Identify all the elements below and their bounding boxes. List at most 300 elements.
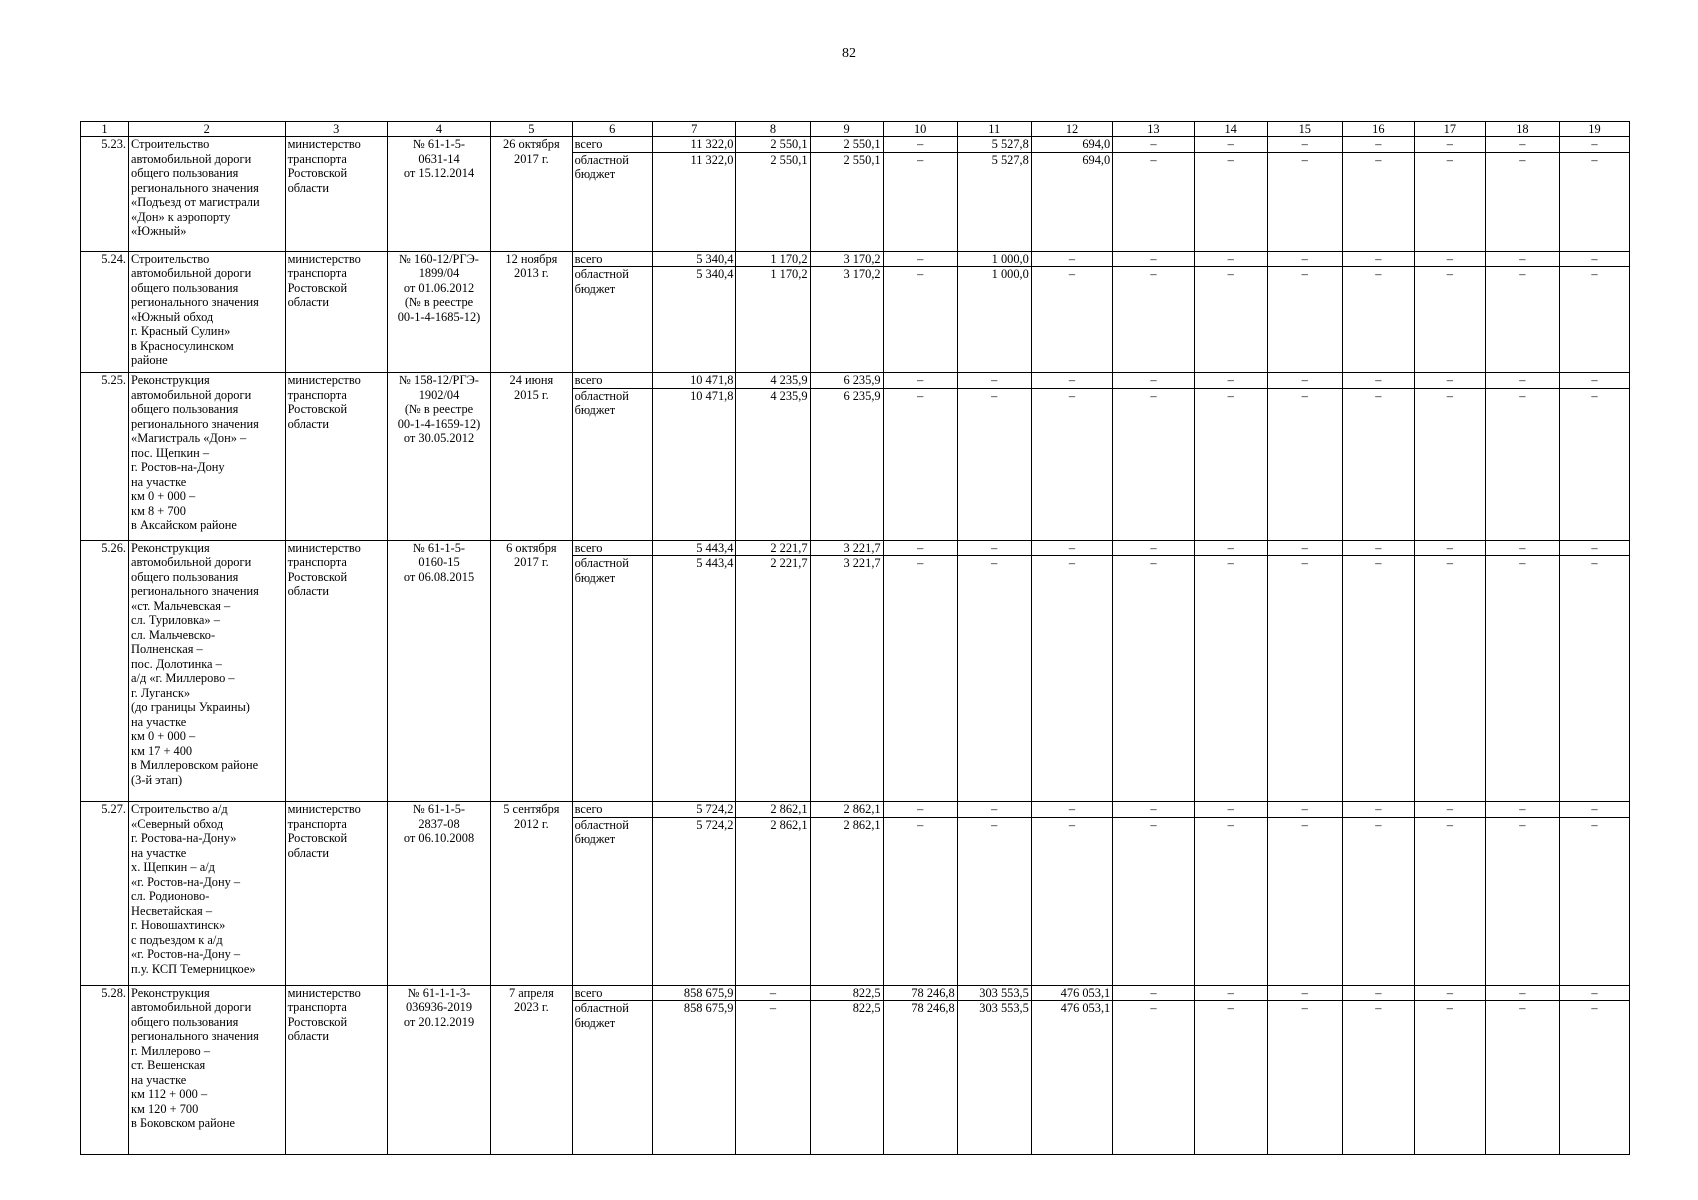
column-number-16: 16 (1342, 122, 1414, 137)
row-number: 5.23. (81, 137, 129, 252)
total-value-col-16: – (1342, 373, 1414, 389)
column-number-19: 19 (1559, 122, 1629, 137)
text-line: 12 ноября (505, 251, 558, 266)
budget-value-col-17: – (1414, 388, 1485, 540)
column-number-1: 1 (81, 122, 129, 137)
column-number-row (81, 122, 1630, 137)
text-line: Ростовской (287, 280, 348, 295)
budget-value-col-19: – (1559, 556, 1629, 802)
total-value-col-19: – (1559, 802, 1629, 818)
total-value-col-15: – (1267, 251, 1342, 267)
text-line: министерство (287, 802, 361, 816)
column-number-2: 2 (129, 122, 286, 137)
budget-value-col-12: 476 053,1 (1031, 1001, 1112, 1155)
budget-value-col-16: – (1342, 388, 1414, 540)
text-line: Реконструкция (131, 540, 210, 555)
total-value-col-11: – (957, 373, 1031, 389)
budget-value-col-11: 303 553,5 (957, 1001, 1031, 1155)
customer (285, 540, 387, 802)
budget-value-col-8: 4 235,9 (736, 388, 810, 540)
budget-value-col-10: – (883, 267, 957, 373)
total-value-col-7: 5 724,2 (652, 802, 736, 818)
text-line: от 20.12.2019 (403, 1014, 475, 1029)
total-value-col-17: – (1414, 985, 1485, 1001)
text-line: Реконструкция (131, 985, 210, 1000)
expertise-conclusion (387, 802, 490, 986)
column-number-18: 18 (1485, 122, 1559, 137)
text-line: транспорта (287, 816, 347, 831)
total-value-col-11: 1 000,0 (957, 251, 1031, 267)
budget-value-col-9: 822,5 (810, 1001, 883, 1155)
text-line: регионального значения (131, 295, 259, 309)
source-budget-label (572, 388, 652, 540)
text-line: транспорта (287, 555, 347, 569)
table-row-total (81, 373, 1630, 389)
text-line: в Аксайском районе (131, 518, 237, 532)
text-line: 2837-08 (418, 816, 460, 831)
text-line: регионального значения (131, 584, 259, 598)
budget-value-col-16: – (1342, 152, 1414, 251)
text-line: автомобильной дороги (131, 387, 252, 402)
budget-value-col-7: 5 443,4 (652, 556, 736, 802)
object-name (129, 137, 286, 252)
total-value-col-19: – (1559, 540, 1629, 556)
budget-value-col-19: – (1559, 817, 1629, 985)
budget-value-col-17: – (1414, 817, 1485, 985)
text-line: «Северный обход (131, 816, 224, 831)
text-line: от 06.10.2008 (403, 831, 475, 845)
total-value-col-13: – (1113, 373, 1194, 389)
text-line: Ростовской (287, 166, 348, 180)
text-line: 2017 г. (514, 555, 549, 569)
column-number-15: 15 (1267, 122, 1342, 137)
column-number-10: 10 (883, 122, 957, 137)
budget-value-col-12: – (1031, 556, 1112, 802)
source-budget-label (572, 1001, 652, 1155)
completion-date (491, 802, 572, 986)
total-value-col-7: 11 322,0 (652, 137, 736, 153)
budget-value-col-18: – (1485, 267, 1559, 373)
total-value-col-16: – (1342, 985, 1414, 1001)
text-line: (№ в реестре (404, 402, 474, 416)
text-line: сл. Туриловка» – (131, 613, 220, 627)
text-line: от 01.06.2012 (403, 280, 475, 295)
text-line: г. Ростова-на-Дону» (131, 831, 237, 845)
budget-value-col-16: – (1342, 267, 1414, 373)
budget-value-col-17: – (1414, 152, 1485, 251)
total-value-col-14: – (1194, 540, 1267, 556)
budget-value-col-8: 2 862,1 (736, 817, 810, 985)
budget-value-col-17: – (1414, 267, 1485, 373)
text-line: министерство (287, 373, 361, 387)
total-value-col-13: – (1113, 251, 1194, 267)
total-value-col-12: – (1031, 373, 1112, 389)
completion-date (491, 251, 572, 373)
table-row-total (81, 137, 1630, 153)
text-line: х. Щепкин – а/д (131, 860, 215, 874)
text-line: 5 сентября (503, 802, 560, 816)
expertise-conclusion (387, 251, 490, 373)
completion-date (491, 540, 572, 802)
text-line: областной (574, 152, 629, 167)
budget-value-col-7: 11 322,0 (652, 152, 736, 251)
text-line: регионального значения (131, 180, 259, 195)
budget-value-col-8: 2 221,7 (736, 556, 810, 802)
budget-value-col-13: – (1113, 267, 1194, 373)
text-line: министерство (287, 985, 361, 1000)
text-line: 0160-15 (418, 555, 460, 569)
text-line: областной (574, 267, 629, 281)
budget-value-col-13: – (1113, 556, 1194, 802)
budget-value-col-12: – (1031, 267, 1112, 373)
total-value-col-8: – (736, 985, 810, 1001)
text-line: транспорта (287, 266, 347, 280)
text-line: 1902/04 (418, 387, 460, 402)
text-line: сл. Родионово- (131, 889, 210, 903)
total-value-col-18: – (1485, 251, 1559, 267)
row-number: 5.26. (81, 540, 129, 802)
total-value-col-18: – (1485, 802, 1559, 818)
total-value-col-17: – (1414, 373, 1485, 389)
row-number: 5.24. (81, 251, 129, 373)
budget-value-col-9: 6 235,9 (810, 388, 883, 540)
customer (285, 985, 387, 1155)
object-name (129, 985, 286, 1155)
total-value-col-17: – (1414, 802, 1485, 818)
total-value-col-18: – (1485, 540, 1559, 556)
total-value-col-12: – (1031, 540, 1112, 556)
text-line: областной (574, 817, 629, 832)
customer (285, 251, 387, 373)
text-line: сл. Мальчевско- (131, 627, 216, 642)
text-line: от 30.05.2012 (403, 431, 475, 445)
text-line: районе (131, 353, 168, 367)
text-line: 00-1-4-1659-12) (397, 416, 481, 431)
row-number: 5.28. (81, 985, 129, 1155)
text-line: км 0 + 000 – (131, 489, 196, 503)
customer (285, 373, 387, 541)
total-value-col-14: – (1194, 373, 1267, 389)
source-total-label: всего (572, 540, 652, 556)
text-line: Строительство (131, 137, 210, 151)
budget-value-col-7: 858 675,9 (652, 1001, 736, 1155)
column-number-8: 8 (736, 122, 810, 137)
text-line: бюджет (574, 1015, 616, 1030)
text-line: транспорта (287, 151, 347, 166)
total-value-col-7: 10 471,8 (652, 373, 736, 389)
total-value-col-16: – (1342, 540, 1414, 556)
source-budget-label (572, 152, 652, 251)
text-line: № 160-12/РГЭ- (399, 251, 479, 266)
text-line: Несветайская – (131, 903, 213, 918)
budget-value-col-11: – (957, 556, 1031, 802)
table-row-total (81, 540, 1630, 556)
text-line: 2013 г. (514, 266, 549, 280)
text-line: № 61-1-5- (412, 540, 466, 555)
table-row-total (81, 985, 1630, 1001)
total-value-col-16: – (1342, 802, 1414, 818)
column-number-7: 7 (652, 122, 736, 137)
total-value-col-10: – (883, 802, 957, 818)
text-line: км 0 + 000 – (131, 729, 196, 743)
expertise-conclusion (387, 373, 490, 541)
budget-value-col-13: – (1113, 817, 1194, 985)
budget-value-col-18: – (1485, 1001, 1559, 1155)
budget-value-col-9: 3 170,2 (810, 267, 883, 373)
text-line: (3-й этап) (131, 772, 183, 787)
total-value-col-12: – (1031, 251, 1112, 267)
source-budget-label (572, 556, 652, 802)
customer (285, 802, 387, 986)
text-line: (№ в реестре (404, 295, 474, 309)
total-value-col-14: – (1194, 137, 1267, 153)
text-line: 2012 г. (514, 816, 549, 831)
text-line: Ростовской (287, 402, 348, 416)
source-budget-label (572, 267, 652, 373)
budget-value-col-13: – (1113, 388, 1194, 540)
total-value-col-8: 1 170,2 (736, 251, 810, 267)
budget-value-col-8: 1 170,2 (736, 267, 810, 373)
text-line: общего пользования (131, 166, 239, 180)
budget-value-col-18: – (1485, 817, 1559, 985)
total-value-col-18: – (1485, 137, 1559, 153)
text-line: 24 июня (509, 373, 554, 387)
budget-value-col-15: – (1267, 1001, 1342, 1155)
budget-value-col-19: – (1559, 1001, 1629, 1155)
budget-value-col-15: – (1267, 556, 1342, 802)
text-line: 2017 г. (514, 151, 549, 166)
column-number-5: 5 (491, 122, 572, 137)
text-line: от 06.08.2015 (403, 569, 475, 584)
total-value-col-19: – (1559, 373, 1629, 389)
text-line: общего пользования (131, 1014, 239, 1029)
text-line: от 15.12.2014 (403, 166, 475, 180)
text-line: бюджет (574, 570, 616, 585)
text-line: Реконструкция (131, 373, 210, 387)
budget-value-col-19: – (1559, 152, 1629, 251)
total-value-col-17: – (1414, 540, 1485, 556)
text-line: «Дон» к аэропорту (131, 209, 231, 224)
budget-value-col-11: 1 000,0 (957, 267, 1031, 373)
text-line: на участке (131, 1072, 187, 1087)
total-value-col-11: – (957, 540, 1031, 556)
column-number-12: 12 (1031, 122, 1112, 137)
text-line: п.у. КСП Темерницкое» (131, 961, 256, 976)
text-line: 26 октября (503, 137, 560, 151)
total-value-col-10: – (883, 540, 957, 556)
budget-value-col-11: – (957, 817, 1031, 985)
row-number: 5.27. (81, 802, 129, 986)
budget-value-col-9: 2 862,1 (810, 817, 883, 985)
text-line: регионального значения (131, 1029, 259, 1043)
object-name (129, 373, 286, 541)
budget-value-col-13: – (1113, 1001, 1194, 1155)
row-number: 5.25. (81, 373, 129, 541)
text-line: «г. Ростов-на-Дону – (131, 947, 241, 961)
total-value-col-18: – (1485, 373, 1559, 389)
total-value-col-15: – (1267, 540, 1342, 556)
source-total-label: всего (572, 137, 652, 153)
budget-value-col-12: – (1031, 388, 1112, 540)
total-value-col-13: – (1113, 137, 1194, 153)
customer (285, 137, 387, 252)
total-value-col-11: 5 527,8 (957, 137, 1031, 153)
budget-value-col-10: – (883, 388, 957, 540)
text-line: в Миллеровском районе (131, 758, 259, 772)
total-value-col-8: 2 550,1 (736, 137, 810, 153)
text-line: № 61-1-5- (412, 802, 466, 816)
text-line: общего пользования (131, 280, 239, 295)
total-value-col-14: – (1194, 251, 1267, 267)
budget-value-col-8: 2 550,1 (736, 152, 810, 251)
budget-value-col-15: – (1267, 388, 1342, 540)
text-line: 7 апреля (508, 985, 554, 1000)
budget-value-col-9: 3 221,7 (810, 556, 883, 802)
total-value-col-7: 858 675,9 (652, 985, 736, 1001)
text-line: министерство (287, 137, 361, 151)
budget-value-col-10: – (883, 152, 957, 251)
text-line: общего пользования (131, 402, 239, 416)
expertise-conclusion (387, 137, 490, 252)
budget-value-col-8: – (736, 1001, 810, 1155)
budget-value-col-18: – (1485, 388, 1559, 540)
total-value-col-10: – (883, 251, 957, 267)
source-budget-label (572, 817, 652, 985)
text-line: на участке (131, 714, 187, 729)
text-line: «Магистраль «Дон» – (131, 431, 247, 445)
text-line: бюджет (574, 403, 616, 417)
text-line: Полненская – (131, 642, 203, 656)
text-line: бюджет (574, 832, 616, 846)
text-line: «ст. Мальчевская – (131, 598, 231, 613)
total-value-col-14: – (1194, 985, 1267, 1001)
text-line: Ростовской (287, 831, 348, 845)
budget-value-col-19: – (1559, 267, 1629, 373)
text-line: бюджет (574, 281, 616, 296)
text-line: (до границы Украины) (131, 700, 250, 714)
total-value-col-9: 3 221,7 (810, 540, 883, 556)
budget-value-col-16: – (1342, 1001, 1414, 1155)
total-value-col-19: – (1559, 137, 1629, 153)
text-line: км 17 + 400 (131, 743, 193, 758)
total-value-col-11: 303 553,5 (957, 985, 1031, 1001)
total-value-col-14: – (1194, 802, 1267, 818)
text-line: области (287, 584, 329, 598)
budget-value-col-19: – (1559, 388, 1629, 540)
text-line: министерство (287, 540, 361, 555)
expertise-conclusion (387, 985, 490, 1155)
total-value-col-9: 6 235,9 (810, 373, 883, 389)
source-total-label: всего (572, 802, 652, 818)
total-value-col-9: 2 862,1 (810, 802, 883, 818)
total-value-col-17: – (1414, 251, 1485, 267)
budget-value-col-14: – (1194, 817, 1267, 985)
completion-date (491, 137, 572, 252)
budget-value-col-15: – (1267, 152, 1342, 251)
total-value-col-16: – (1342, 137, 1414, 153)
budget-value-col-7: 5 724,2 (652, 817, 736, 985)
budget-value-col-15: – (1267, 817, 1342, 985)
total-value-col-15: – (1267, 373, 1342, 389)
text-line: 00-1-4-1685-12) (397, 309, 481, 324)
text-line: области (287, 845, 329, 860)
completion-date (491, 985, 572, 1155)
budget-value-col-10: – (883, 556, 957, 802)
text-line: Ростовской (287, 569, 348, 584)
budget-value-col-7: 10 471,8 (652, 388, 736, 540)
text-line: общего пользования (131, 569, 239, 584)
total-value-col-8: 2 862,1 (736, 802, 810, 818)
text-line: 2023 г. (514, 1000, 549, 1014)
text-line: № 61-1-1-3- (407, 985, 471, 1000)
budget-value-col-14: – (1194, 152, 1267, 251)
total-value-col-18: – (1485, 985, 1559, 1001)
column-number-9: 9 (810, 122, 883, 137)
budget-value-col-12: 694,0 (1031, 152, 1112, 251)
total-value-col-19: – (1559, 985, 1629, 1001)
text-line: Строительство (131, 251, 210, 266)
text-line: автомобильной дороги (131, 151, 252, 166)
text-line: км 120 + 700 (131, 1101, 199, 1116)
column-number-11: 11 (957, 122, 1031, 137)
source-total-label: всего (572, 373, 652, 389)
total-value-col-12: – (1031, 802, 1112, 818)
text-line: областной (574, 1001, 629, 1015)
text-line: «Южный обход (131, 309, 214, 324)
budget-value-col-13: – (1113, 152, 1194, 251)
text-line: г. Миллерово – (131, 1043, 211, 1058)
investment-program-table (80, 121, 1630, 1155)
column-number-4: 4 (387, 122, 490, 137)
text-line: пос. Долотинка – (131, 656, 222, 671)
text-line: области (287, 1029, 329, 1043)
total-value-col-13: – (1113, 540, 1194, 556)
column-number-17: 17 (1414, 122, 1485, 137)
budget-value-col-10: 78 246,8 (883, 1001, 957, 1155)
text-line: областной (574, 556, 629, 570)
text-line: ст. Вешенская (131, 1058, 206, 1072)
budget-value-col-10: – (883, 817, 957, 985)
budget-value-col-17: – (1414, 1001, 1485, 1155)
text-line: автомобильной дороги (131, 1000, 252, 1014)
text-line: области (287, 180, 329, 195)
text-line: № 61-1-5- (412, 137, 466, 151)
text-line: в Боковском районе (131, 1116, 236, 1130)
text-line: в Красносулинском (131, 338, 234, 353)
budget-value-col-16: – (1342, 817, 1414, 985)
budget-value-col-14: – (1194, 267, 1267, 373)
budget-value-col-11: – (957, 388, 1031, 540)
budget-value-col-14: – (1194, 388, 1267, 540)
text-line: 0631-14 (418, 151, 460, 166)
text-line: Ростовской (287, 1014, 348, 1029)
text-line: транспорта (287, 1000, 347, 1014)
text-line: министерство (287, 251, 361, 266)
total-value-col-9: 822,5 (810, 985, 883, 1001)
text-line: с подъездом к а/д (131, 932, 223, 947)
total-value-col-9: 3 170,2 (810, 251, 883, 267)
text-line: км 8 + 700 (131, 503, 186, 518)
text-line: 036936-2019 (405, 1000, 473, 1014)
text-line: бюджет (574, 167, 616, 181)
text-line: г. Луганск» (131, 685, 191, 700)
column-number-13: 13 (1113, 122, 1194, 137)
table-row-total (81, 251, 1630, 267)
column-number-3: 3 (285, 122, 387, 137)
budget-value-col-18: – (1485, 152, 1559, 251)
column-number-6: 6 (572, 122, 652, 137)
text-line: г. Новошахтинск» (131, 918, 226, 932)
